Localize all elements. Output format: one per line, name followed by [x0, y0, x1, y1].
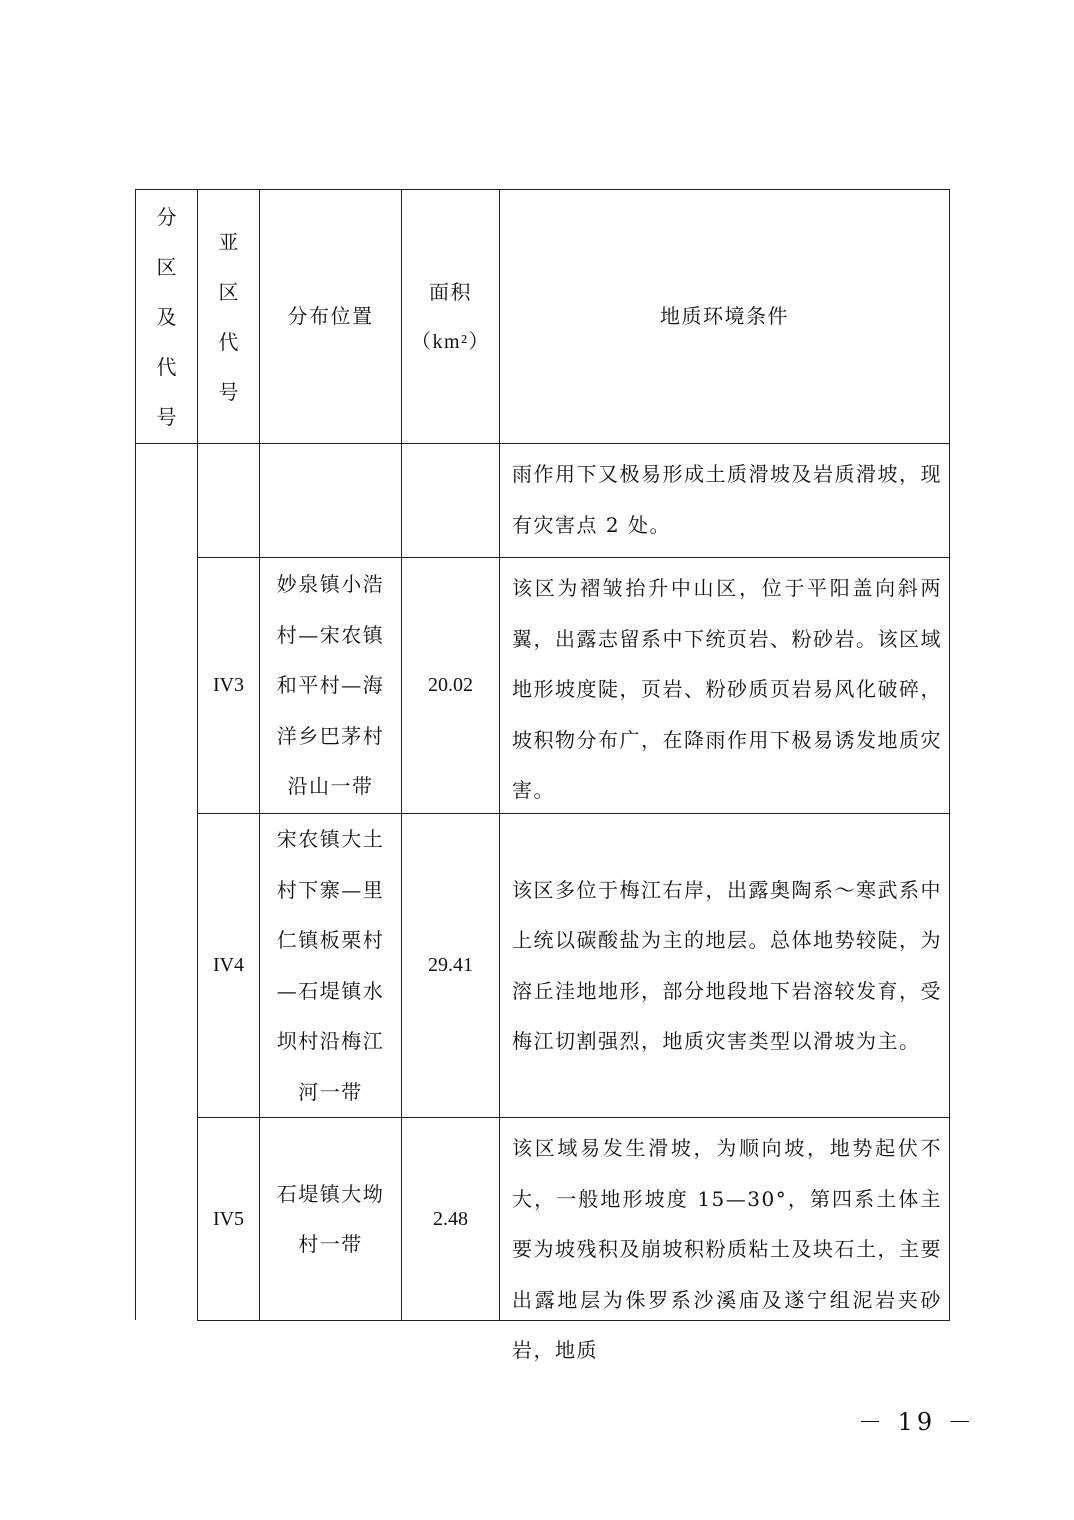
- table-row-location: [260, 814, 401, 1117]
- location-text: 宋农镇大土村下寨—里仁镇板栗村—石堤镇水坝村沿梅江河一带: [276, 827, 385, 1104]
- table-row-location: [260, 558, 401, 813]
- geology-text: 该区多位于梅江右岸，出露奥陶系～寒武系中上统以碳酸盐为主的地层。总体地势较陡，为溶丘洼地地形，部分地段地下岩溶较发育，受梅江切割强烈，地质灾害类型以滑坡为主。: [512, 877, 942, 1053]
- table-row-geology: [512, 814, 942, 1117]
- subzone-code: IV5: [212, 1207, 245, 1230]
- header-subzone-label: 亚区代号: [218, 229, 239, 404]
- location-text: 妙泉镇小浩村—宋农镇和平村—海洋乡巴茅村沿山一带: [276, 572, 385, 799]
- area-value: 20.02: [428, 674, 473, 696]
- header-area-label: 面积: [429, 279, 472, 304]
- area-value: 29.41: [428, 954, 473, 976]
- table-row-code: [198, 814, 259, 1117]
- header-area-unit: （km²）: [410, 330, 491, 353]
- table-row-area: [402, 558, 499, 813]
- geology-text: 雨作用下又极易形成土质滑坡及岩质滑坡，现有灾害点 2 处。: [512, 462, 942, 537]
- location-text: 石堤镇大坳村一带: [276, 1181, 385, 1256]
- table-row-area: [402, 814, 499, 1117]
- header-area: [402, 190, 499, 443]
- header-location-label: 分布位置: [287, 304, 374, 329]
- table-border-right: [949, 189, 950, 1321]
- subzone-code: IV4: [212, 954, 245, 976]
- table-row-geology: [500, 558, 942, 818]
- area-value: 2.48: [433, 1207, 468, 1230]
- geology-text: 该区为褶皱抬升中山区，位于平阳盖向斜两翼，出露志留系中下统页岩、粉砂岩。该区域地形坡度陡，页岩、粉砂质页岩易风化破碎，坡积物分布广，在降雨作用下极易诱发地质灾害。: [512, 576, 942, 802]
- geology-text: 该区域易发生滑坡，为顺向坡，地势起伏不大，一般地形坡度 15—30°，第四系土体主要为坡残积及崩坡积粉质粘土及块石土，主要出露地层为侏罗系沙溪庙及遂宁组泥岩夹砂岩，地质: [512, 1136, 942, 1362]
- table-row-geology: [500, 1118, 942, 1362]
- subzone-code: IV3: [212, 674, 245, 696]
- header-subzone: [198, 190, 259, 443]
- header-zone-label: 分区及代号: [156, 204, 177, 429]
- table-row-code: [198, 558, 259, 813]
- table-row-location: [260, 1118, 401, 1320]
- table-row-code: [198, 1118, 259, 1320]
- header-geology-label: 地质环境条件: [660, 304, 789, 329]
- header-zone: [136, 190, 197, 443]
- table-row-area: [402, 1118, 499, 1320]
- header-geology: [500, 190, 949, 443]
- page-number: － 19 －: [858, 1408, 976, 1436]
- table-row-geology: [500, 444, 942, 562]
- header-location: [260, 190, 401, 443]
